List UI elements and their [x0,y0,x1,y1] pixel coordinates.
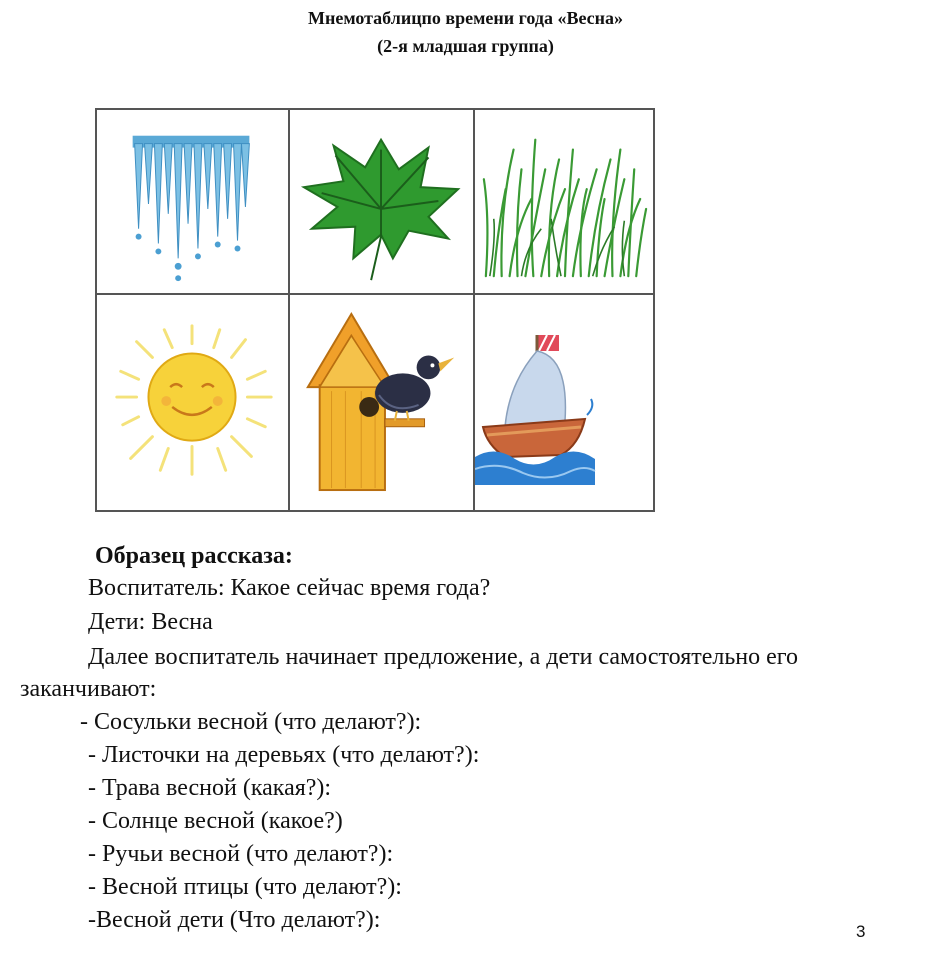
birdhouse-with-bird-icon [290,295,473,510]
page-subtitle: (2-я младшая группа) [377,36,554,56]
children-line: Дети: Весна [88,609,213,635]
leaf-icon [290,110,473,293]
teacher-line: Воспитатель: Какое сейчас время года? [88,575,491,601]
boat-icon [475,295,653,510]
paragraph-line-2: заканчивают: [20,676,157,702]
page-number: 3 [856,922,866,941]
question-item-7: -Весной дети (Что делают?): [88,907,381,933]
icicles-icon [97,110,288,293]
cell-sun [97,295,290,510]
cell-leaf [290,110,475,295]
cell-grass [475,110,653,295]
story-heading: Образец рассказа: [95,543,293,569]
cell-icicles [97,110,290,295]
cell-birdhouse [290,295,475,510]
grass-icon [475,110,653,293]
sun-icon [97,295,288,510]
question-item-1: - Сосульки весной (что делают?): [80,709,422,735]
question-item-2: - Листочки на деревьях (что делают?): [88,742,480,768]
page-title: Мнемотаблицпо времени года «Весна» [307,8,624,28]
question-item-4: - Солнце весной (какое?) [88,808,343,834]
question-item-5: - Ручьи весной (что делают?): [88,841,394,867]
mnemo-table [95,108,655,512]
cell-boat [475,295,653,510]
paragraph-line-1: Далее воспитатель начинает предложение, а дети самостоятельно его [88,644,799,670]
question-item-6: - Весной птицы (что делают?): [88,874,402,900]
question-item-3: - Трава весной (какая?): [88,775,332,801]
